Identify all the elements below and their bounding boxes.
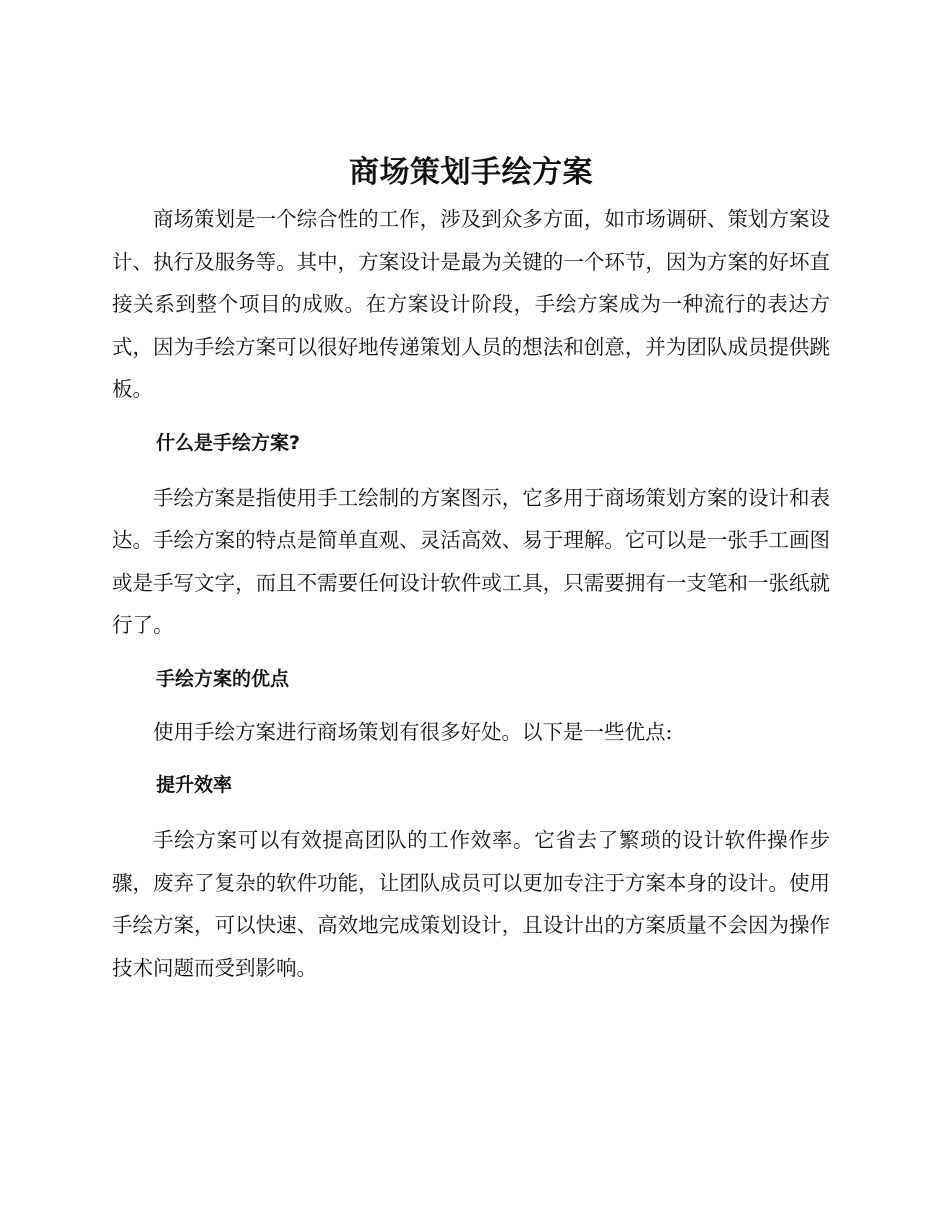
efficiency-paragraph: 手绘方案可以有效提高团队的工作效率。它省去了繁琐的设计软件操作步骤，废弃了复杂的软件功能，让团队成员可以更加专注于方案本身的设计。使用手绘方案，可以快速、高效地完成策划设计，且设计出的方案质量不会因为操作技术问题而受到影响。 — [112, 828, 830, 980]
document-title: 商场策划手绘方案 — [349, 155, 593, 190]
section-heading-advantages: 手绘方案的优点 — [156, 667, 290, 690]
spacer — [112, 411, 830, 422]
spacer — [112, 647, 830, 658]
spacer — [112, 464, 830, 477]
intro-paragraph: 商场策划是一个综合性的工作，涉及到众多方面，如市场调研、策划方案设计、执行及服务等。其中，方案设计是最为关键的一个环节，因为方案的好坏直接关系到整个项目的成败。在方案设计阶段，手绘方案成为一种流行的表达方式，因为手绘方案可以很好地传递策划人员的想法和创意，并为团队成员提供跳板。 — [112, 207, 830, 401]
spacer — [112, 753, 830, 764]
definition-paragraph: 手绘方案是指使用手工绘制的方案图示，它多用于商场策划方案的设计和表达。手绘方案的特点是简单直观、灵活高效、易于理解。它可以是一张手工画图或是手写文字，而且不需要任何设计软件或工具，只需要拥有一支笔和一张纸就行了。 — [112, 485, 830, 637]
section-heading-efficiency: 提升效率 — [156, 774, 233, 796]
advantages-intro-paragraph: 使用手绘方案进行商场策划有很多好处。以下是一些优点: — [153, 719, 673, 744]
spacer — [112, 806, 830, 819]
document-page — [112, 148, 830, 989]
section-heading-what-is: 什么是手绘方案? — [156, 431, 301, 454]
spacer — [112, 700, 830, 711]
